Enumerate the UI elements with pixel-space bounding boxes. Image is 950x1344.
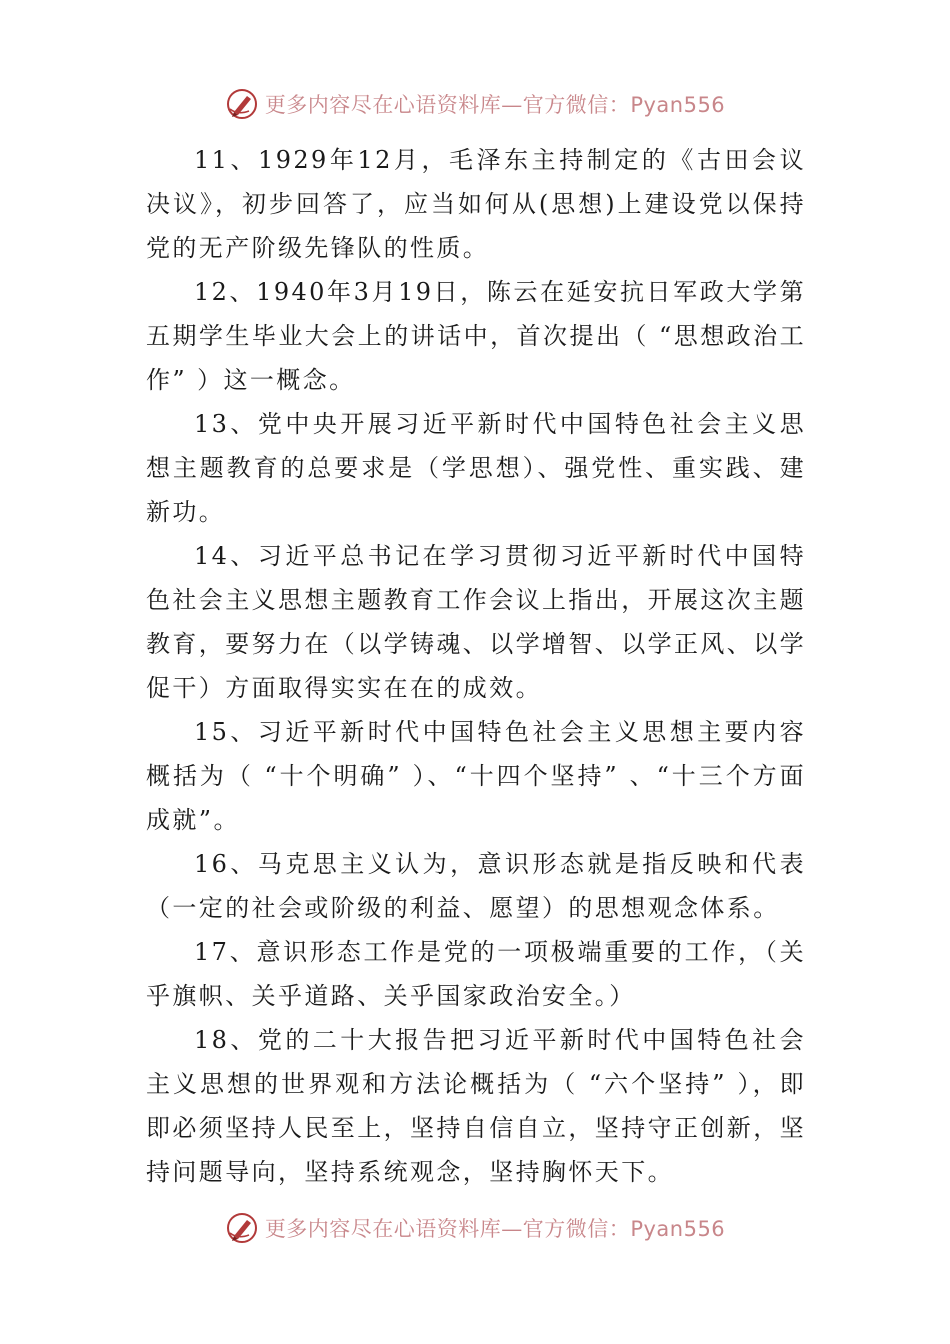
pen-logo-icon — [225, 87, 259, 121]
question-12: 12、1940年3月19日，陈云在延安抗日军政大学第五期学生毕业大会上的讲话中，首次提出（ “思想政治工作” ）这一概念。 — [146, 278, 806, 394]
footer-watermark — [0, 1208, 950, 1248]
question-18: 18、党的二十大报告把习近平新时代中国特色社会主义思想的世界观和方法论概括为（ “六个坚持” ），即即必须坚持人民至上，坚持自信自立，坚持守正创新，坚持问题导向，坚持系统观念，坚持胸怀天下。 — [146, 1026, 806, 1186]
question-15: 15、习近平新时代中国特色社会主义思想主要内容概括为（ “十个明确” ）、“十四个坚持” 、“十三个方面成就”。 — [146, 718, 806, 834]
question-14: 14、习近平总书记在学习贯彻习近平新时代中国特色社会主义思想主题教育工作会议上指出，开展这次主题教育，要努力在（以学铸魂、以学增智、以学正风、以学促干）方面取得实实在在的成效。 — [146, 542, 806, 702]
pen-logo-icon — [225, 1211, 259, 1245]
watermark-text: 更多内容尽在心语资料库—官方微信：Pyan556 — [264, 93, 726, 117]
question-16: 16、马克思主义认为，意识形态就是指反映和代表（一定的社会或阶级的利益、愿望）的思想观念体系。 — [146, 850, 806, 922]
question-13: 13、党中央开展习近平新时代中国特色社会主义思想主题教育的总要求是（学思想）、强党性、重实践、建新功。 — [146, 410, 806, 526]
header-watermark — [0, 84, 950, 124]
document-body — [146, 138, 806, 1194]
watermark-text: 更多内容尽在心语资料库—官方微信：Pyan556 — [264, 1217, 726, 1241]
question-17: 17、意识形态工作是党的一项极端重要的工作，（关乎旗帜、关乎道路、关乎国家政治安全。） — [146, 938, 806, 1010]
question-11: 11、1929年12月，毛泽东主持制定的《古田会议决议》，初步回答了，应当如何从(思想)上建设党以保持党的无产阶级先锋队的性质。 — [146, 146, 806, 262]
